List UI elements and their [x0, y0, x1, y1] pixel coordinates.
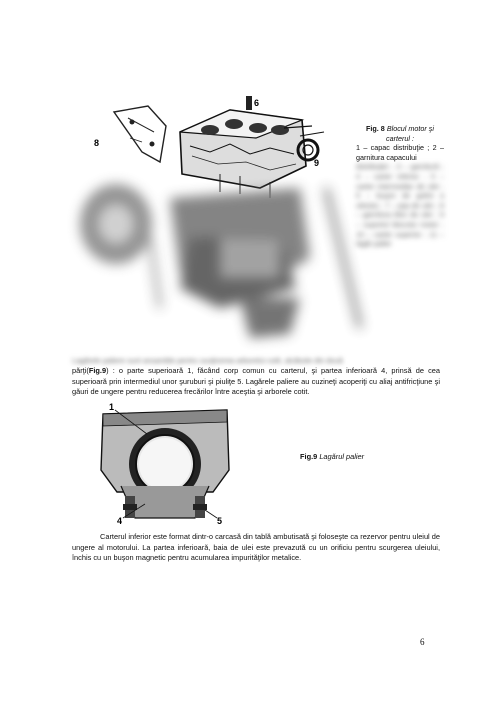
bearing-drawing — [95, 400, 235, 525]
figure-8-caption-number: Fig. 8 — [366, 124, 385, 133]
figure-8-label-6: 6 — [254, 98, 260, 108]
figure-9-bearing — [95, 400, 235, 525]
figure-8-caption-blurred: distribuţiei ; 3 – garnitură ; 4 – carter inferior ; 5 – carter intermediar de ulei ; 6 – buşon de golire a uleiului ; 7 – joja de ulei ; 8 – garnitura bloc de ulei ; 9 – suportul blocului motor ; 10 – carter superior ; 11 – lagăr palier — [356, 162, 444, 249]
figure-9-label-4: 4 — [117, 516, 123, 525]
figure-9-label-5: 5 — [217, 516, 223, 525]
paragraph-1-prefix: părţi( — [72, 366, 89, 375]
paragraph-1-blurred-line: Lagărele paliere sunt ansamble pentru susţinerea arborelui cotit, alcătuite din două — [72, 356, 343, 365]
paragraph-2: Carterul inferior este format dintr-o carcasă din tablă ambutisată şi foloseşte ca rezervor pentru uleiul de ungere al motorului. La partea inferioară, baia de ulei este prevazută cu un orificiu pentru scurgerea uleiului, închis cu un buşon magnetic pentru acumularea impurităţilor metalice. — [72, 532, 440, 563]
paragraph-1-text: ) : o parte superioară 1, făcând corp comun cu carterul, şi partea inferioară 4, prinsă de cea superioară prin intermediul unor şuruburi şi piuliţe 5. Lagărele paliere au cuzineţi acoperiţi cu aliaj antifricţiune şi găuri de ungere pentru reducerea frecărilor între aceştia şi arborele cotit. — [72, 366, 440, 397]
paragraph-1 — [72, 356, 440, 398]
figure-8-caption — [356, 124, 444, 249]
figure-9-caption-title: Lagărul palier — [319, 452, 365, 461]
figure-8-label-8: 8 — [94, 138, 100, 148]
figure-8-label-9: 9 — [314, 158, 320, 168]
figure-8-caption-title: Blocul motor şi carterul : — [386, 124, 434, 143]
page-number: 6 — [420, 637, 425, 647]
figure-9-caption — [300, 452, 364, 461]
paragraph-1-figure-ref: Fig.9 — [88, 366, 107, 375]
figure-9-caption-number: Fig.9 — [300, 452, 318, 461]
figure-8-caption-visible: 1 – capac distribuţie ; 2 – garnitura capacului — [356, 143, 444, 162]
figure-9-label-1: 1 — [109, 402, 115, 412]
